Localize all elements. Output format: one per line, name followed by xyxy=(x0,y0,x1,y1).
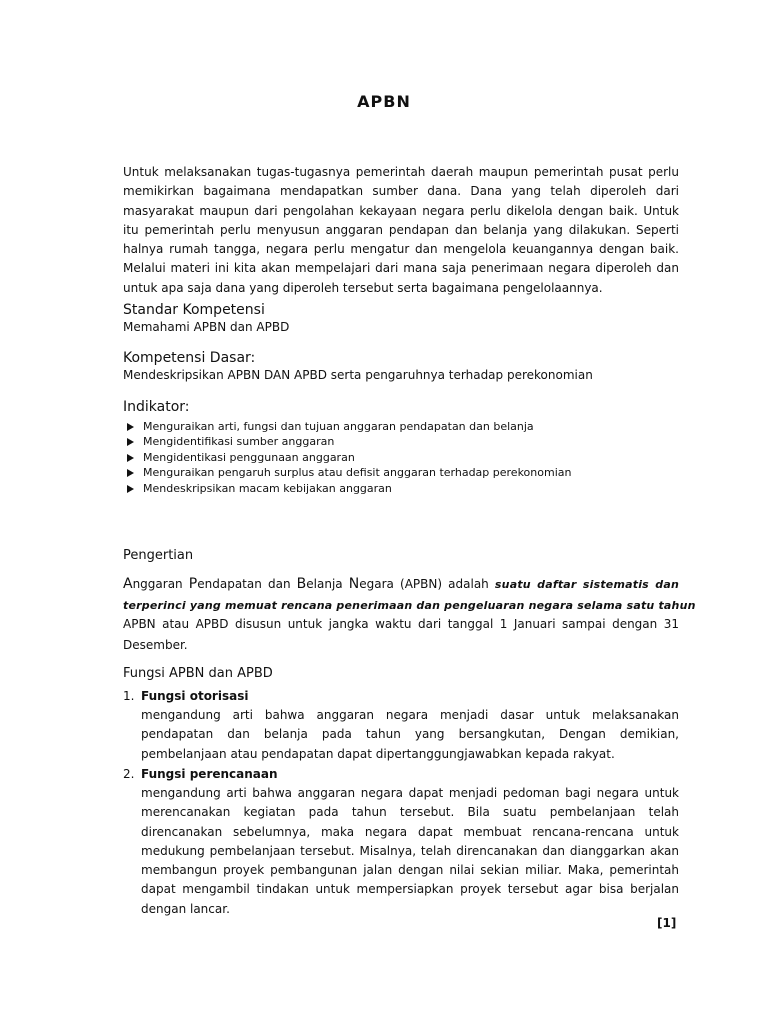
fungsi-2-body: mengandung arti bahwa anggaran negara dapat menjadi pedoman bagi negara untuk merencanakan kegiatan pada tahun tersebut. Bila suatu pembelanjaan telah direncanakan sebelumnya, maka negara dapat membuat rencana-rencana untuk medukung pembelanjaan tersebut. Misalnya, telah direncanakan dan dianggarkan akan membangun proyek pembangunan jalan dengan nilai sekian miliar. Maka, pemerintah dapat mengambil tindakan untuk mempersiapkan proyek tersebut agar bisa berjalan dengan lancar. xyxy=(141,786,679,916)
kompetensi-dasar-heading: Kompetensi Dasar: xyxy=(123,350,256,366)
kompetensi-dasar-text: Mendeskripsikan APBN DAN APBD serta pengaruhnya terhadap perekonomian xyxy=(123,368,593,382)
page-title: APBN xyxy=(357,92,411,111)
fungsi-1-title: Fungsi otorisasi xyxy=(141,689,249,703)
list-item: Mengidentikasi penggunaan anggaran xyxy=(125,450,571,465)
standar-kompetensi-text: Memahami APBN dan APBD xyxy=(123,320,290,334)
definition-emphasis-1: suatu daftar sistematis dan xyxy=(494,578,679,591)
triangle-bullet-icon xyxy=(127,469,134,477)
list-item: Mendeskripsikan macam kebijakan anggaran xyxy=(125,481,571,496)
pengertian-definition xyxy=(123,574,696,656)
fungsi-1-number: 1. xyxy=(123,689,135,703)
indikator-list xyxy=(125,419,571,496)
definition-emphasis-2: terperinci yang memuat rencana penerimaan dan pengeluaran negara selama satu tahun xyxy=(123,599,696,612)
triangle-bullet-icon xyxy=(127,423,134,431)
standar-kompetensi-heading: Standar Kompetensi xyxy=(123,302,265,318)
list-item: Menguraikan arti, fungsi dan tujuan anggaran pendapatan dan belanja xyxy=(125,419,571,434)
fungsi-2-number: 2. xyxy=(123,767,135,781)
page-number: [1] xyxy=(657,916,677,930)
definition-line-1: Anggaran Pendapatan dan Belanja Negara (APBN) adalah suatu daftar sistematis dan xyxy=(123,576,679,592)
fungsi-heading: Fungsi APBN dan APBD xyxy=(123,666,273,681)
fungsi-2-title: Fungsi perencanaan xyxy=(141,767,278,781)
indikator-heading: Indikator: xyxy=(123,399,190,415)
definition-line-3: APBN atau APBD disusun untuk jangka waktu dari tanggal 1 Januari sampai dengan 31 Desember. xyxy=(123,617,679,652)
list-item: Menguraikan pengaruh surplus atau defisit anggaran terhadap perekonomian xyxy=(125,465,571,480)
triangle-bullet-icon xyxy=(127,485,134,493)
pengertian-heading: Pengertian xyxy=(123,548,194,563)
triangle-bullet-icon xyxy=(127,454,134,462)
triangle-bullet-icon xyxy=(127,438,134,446)
intro-paragraph: Untuk melaksanakan tugas-tugasnya pemerintah daerah maupun pemerintah pusat perlu memikirkan bagaimana mendapatkan sumber dana. Dana yang telah diperoleh dari masyarakat maupun dari pengolahan kekayaan negara perlu dikelola dengan baik. Untuk itu pemerintah perlu menyusun anggaran pendapan dan belanja yang dilakukan. Seperti halnya rumah tangga, negara perlu mengatur dan mengelola keuangannya dengan baik. Melalui materi ini kita akan mempelajari dari mana saja penerimaan negara diperoleh dan untuk apa saja dana yang diperoleh tersebut serta bagaimana pengelolaannya. xyxy=(123,165,679,295)
list-item: Mengidentifikasi sumber anggaran xyxy=(125,434,571,449)
fungsi-1-body: mengandung arti bahwa anggaran negara menjadi dasar untuk melaksanakan pendapatan dan belanja pada tahun yang bersangkutan, Dengan demikian, pembelanjaan atau pendapatan dapat dipertanggungjawabkan kepada rakyat. xyxy=(141,708,679,761)
